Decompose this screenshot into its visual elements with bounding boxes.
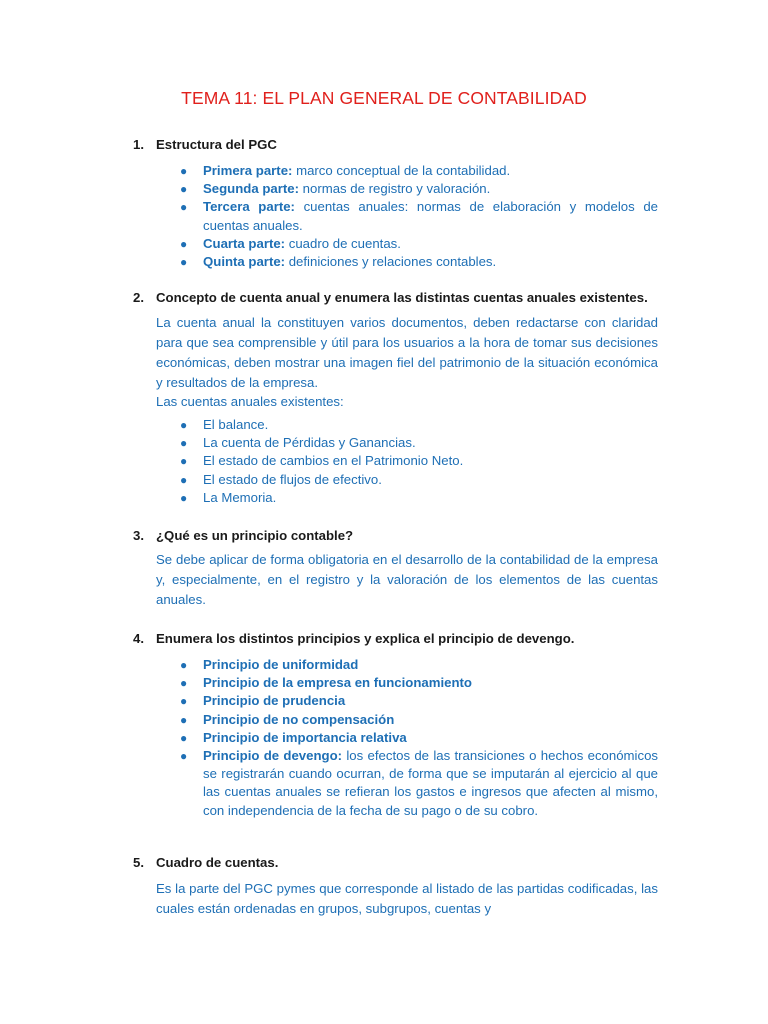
section-2-heading: 2. Concepto de cuenta anual y enumera las distintas cuentas anuales existentes. [133, 290, 648, 305]
bullet-icon: ● [180, 255, 188, 270]
list-item: ● Principio de uniformidad [180, 656, 658, 674]
document-title: TEMA 11: EL PLAN GENERAL DE CONTABILIDAD [181, 88, 587, 108]
bullet-icon: ● [180, 164, 188, 178]
section-5-heading: 5. Cuadro de cuentas. [133, 855, 279, 870]
bullet-icon: ● [180, 418, 188, 432]
section-4-list [180, 656, 658, 820]
section-2-list [180, 416, 658, 507]
section-2-paragraph: La cuenta anual la constituyen varios documentos, deben redactarse con claridad para que sea comprensible y útil para los usuarios a la hora de tomar sus decisiones económicas, deben mostrar una imagen fiel del patrimonio de la situación económica y resultados de la empresa. [156, 315, 658, 390]
section-5-paragraph: Es la parte del PGC pymes que corresponde al listado de las partidas codificadas, las cuales están ordenadas en grupos, subgrupos, cuentas y [156, 881, 658, 916]
list-item: ● Principio de importancia relativa [180, 729, 658, 747]
bullet-icon: ● [180, 472, 188, 487]
list-item: ● El balance. [180, 416, 658, 434]
list-item: ● La Memoria. [180, 489, 658, 507]
section-1-list [180, 162, 658, 271]
section-3-heading: 3. ¿Qué es un principio contable? [133, 528, 354, 543]
bullet-icon: ● [180, 182, 188, 197]
list-item: ● Principio de devengo: los efectos de las transiciones o hechos económicos se registrarán cuando ocurran, de forma que se imputarán al ejercicio al que las cuentas anuales se refieran los gastos e ingresos que afecten al mismo, con independencia de la fecha de su pago o de su cobro. [180, 748, 658, 818]
bullet-icon: ● [180, 436, 188, 451]
list-item: ● Primera parte: marco conceptual de la contabilidad. [180, 162, 658, 180]
list-item: ● Cuarta parte: cuadro de cuentas. [180, 235, 658, 253]
bullet-icon: ● [180, 676, 188, 691]
list-item: ● Principio de la empresa en funcionamiento [180, 674, 658, 692]
bullet-icon: ● [180, 712, 188, 727]
bullet-icon: ● [180, 454, 188, 469]
list-item: ● Principio de prudencia [180, 692, 658, 710]
list-item: ● Tercera parte: cuentas anuales: normas de elaboración y modelos de cuentas anuales. [180, 199, 658, 233]
section-1-heading: 1. Estructura del PGC [133, 137, 277, 152]
section-3-paragraph: Se debe aplicar de forma obligatoria en el desarrollo de la contabilidad de la empresa y, especialmente, en el registro y la valoración de los elementos de las cuentas anuales. [156, 552, 658, 607]
list-item: ● Principio de no compensación [180, 711, 658, 729]
bullet-icon: ● [180, 730, 188, 745]
bullet-icon: ● [180, 749, 188, 764]
list-item: ● La cuenta de Pérdidas y Ganancias. [180, 434, 658, 452]
list-item: ● El estado de cambios en el Patrimonio Neto. [180, 452, 658, 470]
section-4-heading: 4. Enumera los distintos principios y explica el principio de devengo. [133, 631, 575, 646]
section-2-subheading: Las cuentas anuales existentes: [156, 394, 344, 409]
bullet-icon: ● [180, 694, 188, 709]
bullet-icon: ● [180, 490, 188, 505]
bullet-icon: ● [180, 236, 188, 251]
list-item: ● Quinta parte: definiciones y relaciones contables. [180, 253, 658, 271]
list-item: ● El estado de flujos de efectivo. [180, 471, 658, 489]
bullet-icon: ● [180, 658, 188, 672]
list-item: ● Segunda parte: normas de registro y valoración. [180, 180, 658, 198]
bullet-icon: ● [180, 200, 188, 215]
